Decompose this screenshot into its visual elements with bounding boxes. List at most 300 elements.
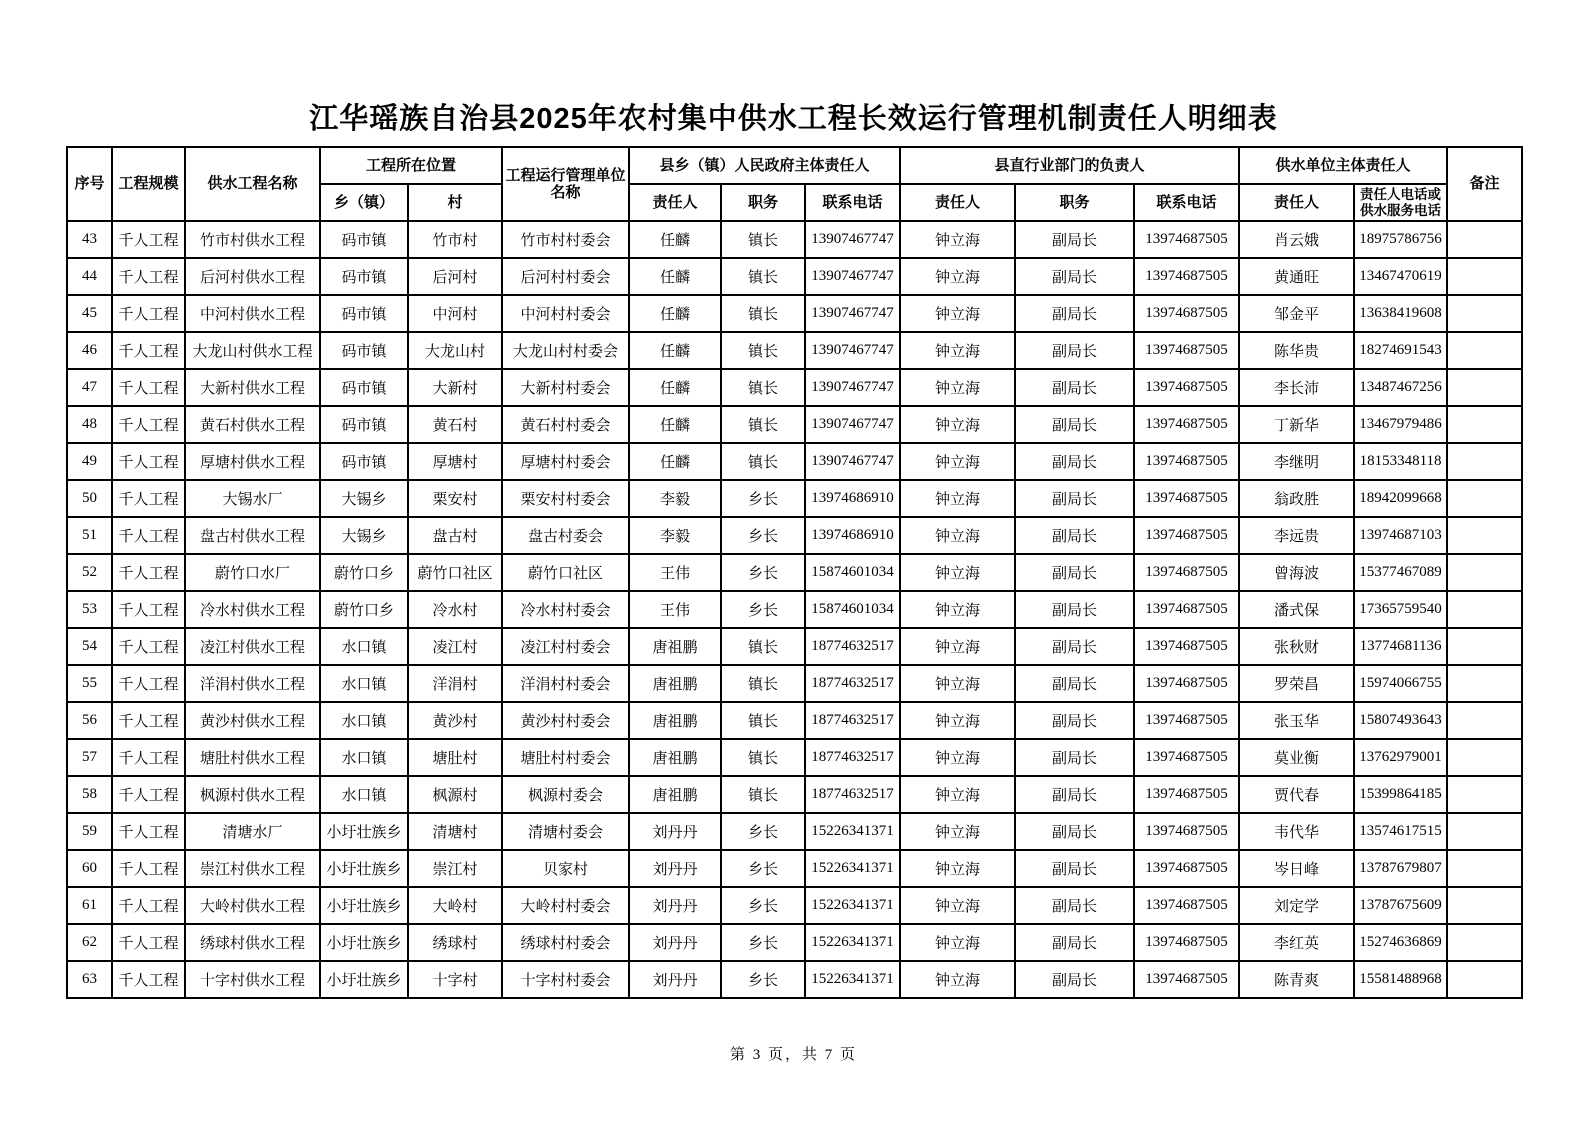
header-supply-group: 供水单位主体责任人 (1239, 147, 1447, 184)
table-row (67, 369, 1522, 406)
cell-seq: 44 (67, 258, 112, 295)
cell-scale: 千人工程 (112, 369, 185, 406)
cell-gov-phone: 13907467747 (805, 443, 900, 480)
cell-dept-phone: 13974687505 (1134, 443, 1239, 480)
cell-scale: 千人工程 (112, 702, 185, 739)
cell-project-name: 大锡水厂 (185, 480, 320, 517)
cell-supply-person: 陈华贵 (1239, 332, 1354, 369)
cell-seq: 50 (67, 480, 112, 517)
cell-remarks (1447, 221, 1522, 258)
cell-scale: 千人工程 (112, 295, 185, 332)
cell-seq: 63 (67, 961, 112, 998)
cell-gov-phone: 15226341371 (805, 813, 900, 850)
cell-gov-person: 刘丹丹 (629, 850, 721, 887)
cell-project-name: 塘肚村供水工程 (185, 739, 320, 776)
table-row (67, 739, 1522, 776)
cell-dept-position: 副局长 (1015, 221, 1134, 258)
cell-project-name: 大岭村供水工程 (185, 887, 320, 924)
cell-dept-phone: 13974687505 (1134, 813, 1239, 850)
cell-gov-phone: 18774632517 (805, 739, 900, 776)
cell-supply-phone: 13574617515 (1354, 813, 1447, 850)
table-row (67, 813, 1522, 850)
cell-supply-phone: 15807493643 (1354, 702, 1447, 739)
cell-dept-position: 副局长 (1015, 591, 1134, 628)
cell-village: 蔚竹口社区 (408, 554, 502, 591)
cell-gov-person: 唐祖鹏 (629, 665, 721, 702)
cell-remarks (1447, 443, 1522, 480)
cell-seq: 49 (67, 443, 112, 480)
cell-supply-phone: 15377467089 (1354, 554, 1447, 591)
cell-dept-position: 副局长 (1015, 739, 1134, 776)
header-seq: 序号 (67, 147, 112, 221)
header-township: 乡（镇） (320, 184, 408, 221)
cell-village: 盘古村 (408, 517, 502, 554)
cell-remarks (1447, 295, 1522, 332)
table-row (67, 517, 1522, 554)
cell-village: 大龙山村 (408, 332, 502, 369)
cell-mgmt-unit: 塘肚村村委会 (502, 739, 629, 776)
cell-gov-phone: 18774632517 (805, 665, 900, 702)
cell-project-name: 洋涓村供水工程 (185, 665, 320, 702)
cell-gov-position: 乡长 (721, 813, 805, 850)
cell-township: 码市镇 (320, 295, 408, 332)
cell-project-name: 枫源村供水工程 (185, 776, 320, 813)
cell-seq: 48 (67, 406, 112, 443)
cell-supply-phone: 15274636869 (1354, 924, 1447, 961)
cell-gov-position: 镇长 (721, 258, 805, 295)
cell-dept-person: 钟立海 (900, 591, 1015, 628)
cell-dept-person: 钟立海 (900, 221, 1015, 258)
cell-supply-person: 李红英 (1239, 924, 1354, 961)
header-dept-phone: 联系电话 (1134, 184, 1239, 221)
cell-remarks (1447, 591, 1522, 628)
cell-dept-position: 副局长 (1015, 258, 1134, 295)
cell-remarks (1447, 258, 1522, 295)
cell-village: 冷水村 (408, 591, 502, 628)
cell-remarks (1447, 665, 1522, 702)
cell-gov-phone: 15226341371 (805, 850, 900, 887)
cell-gov-phone: 18774632517 (805, 702, 900, 739)
cell-supply-person: 罗荣昌 (1239, 665, 1354, 702)
table-row (67, 443, 1522, 480)
cell-supply-phone: 13467979486 (1354, 406, 1447, 443)
cell-scale: 千人工程 (112, 628, 185, 665)
cell-dept-person: 钟立海 (900, 924, 1015, 961)
cell-supply-person: 肖云娥 (1239, 221, 1354, 258)
cell-gov-person: 任麟 (629, 443, 721, 480)
table-row (67, 961, 1522, 998)
cell-gov-position: 镇长 (721, 628, 805, 665)
cell-dept-phone: 13974687505 (1134, 406, 1239, 443)
cell-remarks (1447, 369, 1522, 406)
cell-dept-person: 钟立海 (900, 813, 1015, 850)
cell-seq: 52 (67, 554, 112, 591)
cell-supply-phone: 18153348118 (1354, 443, 1447, 480)
cell-seq: 53 (67, 591, 112, 628)
cell-township: 小圩壮族乡 (320, 813, 408, 850)
cell-supply-phone: 18975786756 (1354, 221, 1447, 258)
cell-mgmt-unit: 黄沙村村委会 (502, 702, 629, 739)
cell-scale: 千人工程 (112, 961, 185, 998)
cell-seq: 61 (67, 887, 112, 924)
cell-seq: 45 (67, 295, 112, 332)
cell-scale: 千人工程 (112, 443, 185, 480)
cell-remarks (1447, 850, 1522, 887)
table-row (67, 258, 1522, 295)
cell-township: 蔚竹口乡 (320, 591, 408, 628)
cell-gov-position: 乡长 (721, 924, 805, 961)
table-row (67, 924, 1522, 961)
cell-township: 大锡乡 (320, 517, 408, 554)
cell-gov-position: 镇长 (721, 295, 805, 332)
cell-project-name: 十字村供水工程 (185, 961, 320, 998)
cell-village: 大岭村 (408, 887, 502, 924)
cell-gov-phone: 18774632517 (805, 628, 900, 665)
cell-remarks (1447, 702, 1522, 739)
cell-remarks (1447, 924, 1522, 961)
cell-dept-phone: 13974687505 (1134, 961, 1239, 998)
header-gov-group: 县乡（镇）人民政府主体责任人 (629, 147, 900, 184)
cell-supply-person: 李继明 (1239, 443, 1354, 480)
cell-village: 绣球村 (408, 924, 502, 961)
cell-remarks (1447, 517, 1522, 554)
cell-dept-person: 钟立海 (900, 887, 1015, 924)
cell-township: 水口镇 (320, 702, 408, 739)
cell-gov-person: 李毅 (629, 517, 721, 554)
cell-scale: 千人工程 (112, 258, 185, 295)
cell-mgmt-unit: 盘古村委会 (502, 517, 629, 554)
cell-mgmt-unit: 十字村村委会 (502, 961, 629, 998)
header-remarks: 备注 (1447, 147, 1522, 221)
cell-dept-phone: 13974687505 (1134, 776, 1239, 813)
cell-dept-position: 副局长 (1015, 887, 1134, 924)
cell-dept-position: 副局长 (1015, 517, 1134, 554)
cell-mgmt-unit: 大龙山村村委会 (502, 332, 629, 369)
cell-remarks (1447, 887, 1522, 924)
cell-mgmt-unit: 冷水村村委会 (502, 591, 629, 628)
cell-gov-position: 乡长 (721, 887, 805, 924)
cell-dept-phone: 13974687505 (1134, 295, 1239, 332)
cell-gov-person: 任麟 (629, 369, 721, 406)
cell-gov-person: 任麟 (629, 295, 721, 332)
table-row (67, 591, 1522, 628)
cell-scale: 千人工程 (112, 850, 185, 887)
cell-supply-person: 张玉华 (1239, 702, 1354, 739)
cell-supply-person: 李远贵 (1239, 517, 1354, 554)
cell-mgmt-unit: 洋涓村村委会 (502, 665, 629, 702)
cell-township: 水口镇 (320, 776, 408, 813)
cell-supply-person: 岑日峰 (1239, 850, 1354, 887)
cell-mgmt-unit: 竹市村村委会 (502, 221, 629, 258)
cell-village: 十字村 (408, 961, 502, 998)
cell-dept-person: 钟立海 (900, 295, 1015, 332)
cell-remarks (1447, 628, 1522, 665)
cell-gov-position: 镇长 (721, 443, 805, 480)
cell-supply-phone: 15399864185 (1354, 776, 1447, 813)
cell-dept-person: 钟立海 (900, 554, 1015, 591)
header-dept-position: 职务 (1015, 184, 1134, 221)
cell-village: 枫源村 (408, 776, 502, 813)
cell-village: 黄沙村 (408, 702, 502, 739)
cell-dept-position: 副局长 (1015, 961, 1134, 998)
cell-dept-phone: 13974687505 (1134, 665, 1239, 702)
cell-gov-position: 乡长 (721, 517, 805, 554)
cell-dept-phone: 13974687505 (1134, 221, 1239, 258)
cell-remarks (1447, 480, 1522, 517)
table-row (67, 480, 1522, 517)
cell-supply-person: 莫业衡 (1239, 739, 1354, 776)
cell-supply-person: 黄通旺 (1239, 258, 1354, 295)
cell-gov-person: 任麟 (629, 406, 721, 443)
cell-township: 码市镇 (320, 221, 408, 258)
cell-dept-position: 副局长 (1015, 369, 1134, 406)
cell-seq: 59 (67, 813, 112, 850)
cell-township: 小圩壮族乡 (320, 924, 408, 961)
cell-gov-person: 刘丹丹 (629, 924, 721, 961)
cell-scale: 千人工程 (112, 776, 185, 813)
cell-project-name: 蔚竹口水厂 (185, 554, 320, 591)
cell-scale: 千人工程 (112, 665, 185, 702)
cell-gov-person: 唐祖鹏 (629, 739, 721, 776)
cell-seq: 43 (67, 221, 112, 258)
cell-gov-position: 乡长 (721, 591, 805, 628)
cell-dept-position: 副局长 (1015, 628, 1134, 665)
table-body (67, 221, 1522, 998)
cell-township: 码市镇 (320, 406, 408, 443)
cell-project-name: 大新村供水工程 (185, 369, 320, 406)
cell-supply-phone: 17365759540 (1354, 591, 1447, 628)
cell-supply-phone: 13787675609 (1354, 887, 1447, 924)
cell-project-name: 厚塘村供水工程 (185, 443, 320, 480)
cell-project-name: 绣球村供水工程 (185, 924, 320, 961)
cell-gov-position: 镇长 (721, 406, 805, 443)
header-mgmt-unit: 工程运行管理单位名称 (502, 147, 629, 221)
cell-supply-phone: 13487467256 (1354, 369, 1447, 406)
cell-dept-position: 副局长 (1015, 406, 1134, 443)
cell-village: 凌江村 (408, 628, 502, 665)
cell-gov-phone: 13974686910 (805, 517, 900, 554)
cell-dept-position: 副局长 (1015, 480, 1134, 517)
cell-dept-phone: 13974687505 (1134, 480, 1239, 517)
table-row (67, 554, 1522, 591)
cell-mgmt-unit: 栗安村村委会 (502, 480, 629, 517)
table-row (67, 850, 1522, 887)
cell-mgmt-unit: 枫源村委会 (502, 776, 629, 813)
cell-village: 栗安村 (408, 480, 502, 517)
header-project-name: 供水工程名称 (185, 147, 320, 221)
cell-supply-person: 张秋财 (1239, 628, 1354, 665)
cell-mgmt-unit: 后河村村委会 (502, 258, 629, 295)
cell-project-name: 凌江村供水工程 (185, 628, 320, 665)
header-row-1 (67, 147, 1522, 184)
cell-remarks (1447, 776, 1522, 813)
table-row (67, 887, 1522, 924)
cell-dept-phone: 13974687505 (1134, 517, 1239, 554)
cell-dept-phone: 13974687505 (1134, 924, 1239, 961)
cell-dept-person: 钟立海 (900, 443, 1015, 480)
header-supply-phone: 责任人电话或供水服务电话 (1354, 184, 1447, 221)
table-header (67, 147, 1522, 221)
cell-gov-person: 刘丹丹 (629, 813, 721, 850)
cell-gov-person: 刘丹丹 (629, 961, 721, 998)
cell-supply-phone: 18274691543 (1354, 332, 1447, 369)
cell-gov-phone: 15874601034 (805, 554, 900, 591)
cell-gov-phone: 15226341371 (805, 961, 900, 998)
cell-dept-position: 副局长 (1015, 665, 1134, 702)
cell-scale: 千人工程 (112, 221, 185, 258)
cell-dept-phone: 13974687505 (1134, 258, 1239, 295)
header-gov-phone: 联系电话 (805, 184, 900, 221)
table-row (67, 332, 1522, 369)
cell-scale: 千人工程 (112, 480, 185, 517)
cell-gov-position: 镇长 (721, 739, 805, 776)
cell-gov-phone: 13907467747 (805, 221, 900, 258)
cell-dept-phone: 13974687505 (1134, 628, 1239, 665)
cell-supply-phone: 15581488968 (1354, 961, 1447, 998)
cell-supply-phone: 13774681136 (1354, 628, 1447, 665)
cell-gov-phone: 15226341371 (805, 887, 900, 924)
page-number: 第 3 页，共 7 页 (729, 1047, 857, 1063)
header-gov-person: 责任人 (629, 184, 721, 221)
cell-dept-position: 副局长 (1015, 850, 1134, 887)
cell-gov-position: 乡长 (721, 961, 805, 998)
cell-supply-person: 贾代春 (1239, 776, 1354, 813)
cell-mgmt-unit: 清塘村委会 (502, 813, 629, 850)
cell-village: 清塘村 (408, 813, 502, 850)
cell-township: 水口镇 (320, 665, 408, 702)
header-dept-person: 责任人 (900, 184, 1015, 221)
cell-dept-phone: 13974687505 (1134, 702, 1239, 739)
cell-scale: 千人工程 (112, 924, 185, 961)
header-supply-person: 责任人 (1239, 184, 1354, 221)
cell-gov-phone: 13907467747 (805, 258, 900, 295)
cell-mgmt-unit: 大岭村村委会 (502, 887, 629, 924)
cell-township: 码市镇 (320, 443, 408, 480)
cell-supply-phone: 15974066755 (1354, 665, 1447, 702)
header-location-group: 工程所在位置 (320, 147, 502, 184)
cell-dept-position: 副局长 (1015, 813, 1134, 850)
cell-township: 小圩壮族乡 (320, 850, 408, 887)
cell-project-name: 崇江村供水工程 (185, 850, 320, 887)
cell-gov-phone: 18774632517 (805, 776, 900, 813)
cell-supply-phone: 13974687103 (1354, 517, 1447, 554)
cell-gov-phone: 15226341371 (805, 924, 900, 961)
cell-scale: 千人工程 (112, 813, 185, 850)
cell-supply-person: 李长沛 (1239, 369, 1354, 406)
cell-gov-position: 镇长 (721, 702, 805, 739)
cell-gov-person: 王伟 (629, 591, 721, 628)
cell-village: 洋涓村 (408, 665, 502, 702)
cell-dept-phone: 13974687505 (1134, 332, 1239, 369)
cell-seq: 54 (67, 628, 112, 665)
cell-remarks (1447, 813, 1522, 850)
cell-village: 中河村 (408, 295, 502, 332)
cell-project-name: 黄石村供水工程 (185, 406, 320, 443)
cell-township: 水口镇 (320, 628, 408, 665)
cell-gov-person: 唐祖鹏 (629, 628, 721, 665)
cell-project-name: 盘古村供水工程 (185, 517, 320, 554)
cell-dept-phone: 13974687505 (1134, 369, 1239, 406)
cell-gov-position: 镇长 (721, 221, 805, 258)
cell-supply-phone: 18942099668 (1354, 480, 1447, 517)
cell-gov-phone: 13907467747 (805, 295, 900, 332)
cell-dept-phone: 13974687505 (1134, 850, 1239, 887)
cell-project-name: 大龙山村供水工程 (185, 332, 320, 369)
cell-village: 黄石村 (408, 406, 502, 443)
cell-dept-position: 副局长 (1015, 702, 1134, 739)
cell-seq: 57 (67, 739, 112, 776)
cell-gov-position: 乡长 (721, 850, 805, 887)
cell-gov-person: 任麟 (629, 258, 721, 295)
cell-township: 大锡乡 (320, 480, 408, 517)
cell-dept-person: 钟立海 (900, 665, 1015, 702)
cell-dept-person: 钟立海 (900, 702, 1015, 739)
header-scale: 工程规模 (112, 147, 185, 221)
cell-supply-person: 潘式保 (1239, 591, 1354, 628)
cell-township: 小圩壮族乡 (320, 887, 408, 924)
cell-township: 码市镇 (320, 332, 408, 369)
cell-village: 后河村 (408, 258, 502, 295)
cell-supply-person: 刘定学 (1239, 887, 1354, 924)
cell-gov-person: 唐祖鹏 (629, 702, 721, 739)
cell-gov-person: 刘丹丹 (629, 887, 721, 924)
cell-seq: 56 (67, 702, 112, 739)
cell-gov-position: 镇长 (721, 369, 805, 406)
cell-project-name: 冷水村供水工程 (185, 591, 320, 628)
cell-scale: 千人工程 (112, 591, 185, 628)
cell-seq: 60 (67, 850, 112, 887)
cell-dept-person: 钟立海 (900, 517, 1015, 554)
cell-dept-phone: 13974687505 (1134, 554, 1239, 591)
cell-remarks (1447, 961, 1522, 998)
cell-mgmt-unit: 大新村村委会 (502, 369, 629, 406)
cell-scale: 千人工程 (112, 739, 185, 776)
cell-seq: 58 (67, 776, 112, 813)
cell-remarks (1447, 332, 1522, 369)
cell-supply-phone: 13638419608 (1354, 295, 1447, 332)
table-row (67, 221, 1522, 258)
cell-gov-phone: 13907467747 (805, 369, 900, 406)
cell-supply-person: 韦代华 (1239, 813, 1354, 850)
cell-gov-person: 唐祖鹏 (629, 776, 721, 813)
cell-seq: 62 (67, 924, 112, 961)
cell-gov-person: 李毅 (629, 480, 721, 517)
cell-township: 码市镇 (320, 369, 408, 406)
cell-scale: 千人工程 (112, 332, 185, 369)
table-row (67, 702, 1522, 739)
cell-dept-person: 钟立海 (900, 776, 1015, 813)
cell-mgmt-unit: 黄石村村委会 (502, 406, 629, 443)
cell-township: 小圩壮族乡 (320, 961, 408, 998)
cell-supply-phone: 13787679807 (1354, 850, 1447, 887)
cell-village: 崇江村 (408, 850, 502, 887)
cell-project-name: 中河村供水工程 (185, 295, 320, 332)
cell-dept-person: 钟立海 (900, 406, 1015, 443)
cell-gov-phone: 13907467747 (805, 406, 900, 443)
cell-supply-phone: 13467470619 (1354, 258, 1447, 295)
cell-village: 塘肚村 (408, 739, 502, 776)
cell-village: 大新村 (408, 369, 502, 406)
cell-scale: 千人工程 (112, 887, 185, 924)
cell-gov-phone: 13974686910 (805, 480, 900, 517)
cell-project-name: 黄沙村供水工程 (185, 702, 320, 739)
cell-mgmt-unit: 绣球村村委会 (502, 924, 629, 961)
cell-supply-person: 丁新华 (1239, 406, 1354, 443)
cell-dept-position: 副局长 (1015, 776, 1134, 813)
cell-seq: 46 (67, 332, 112, 369)
cell-supply-phone: 13762979001 (1354, 739, 1447, 776)
cell-dept-position: 副局长 (1015, 295, 1134, 332)
